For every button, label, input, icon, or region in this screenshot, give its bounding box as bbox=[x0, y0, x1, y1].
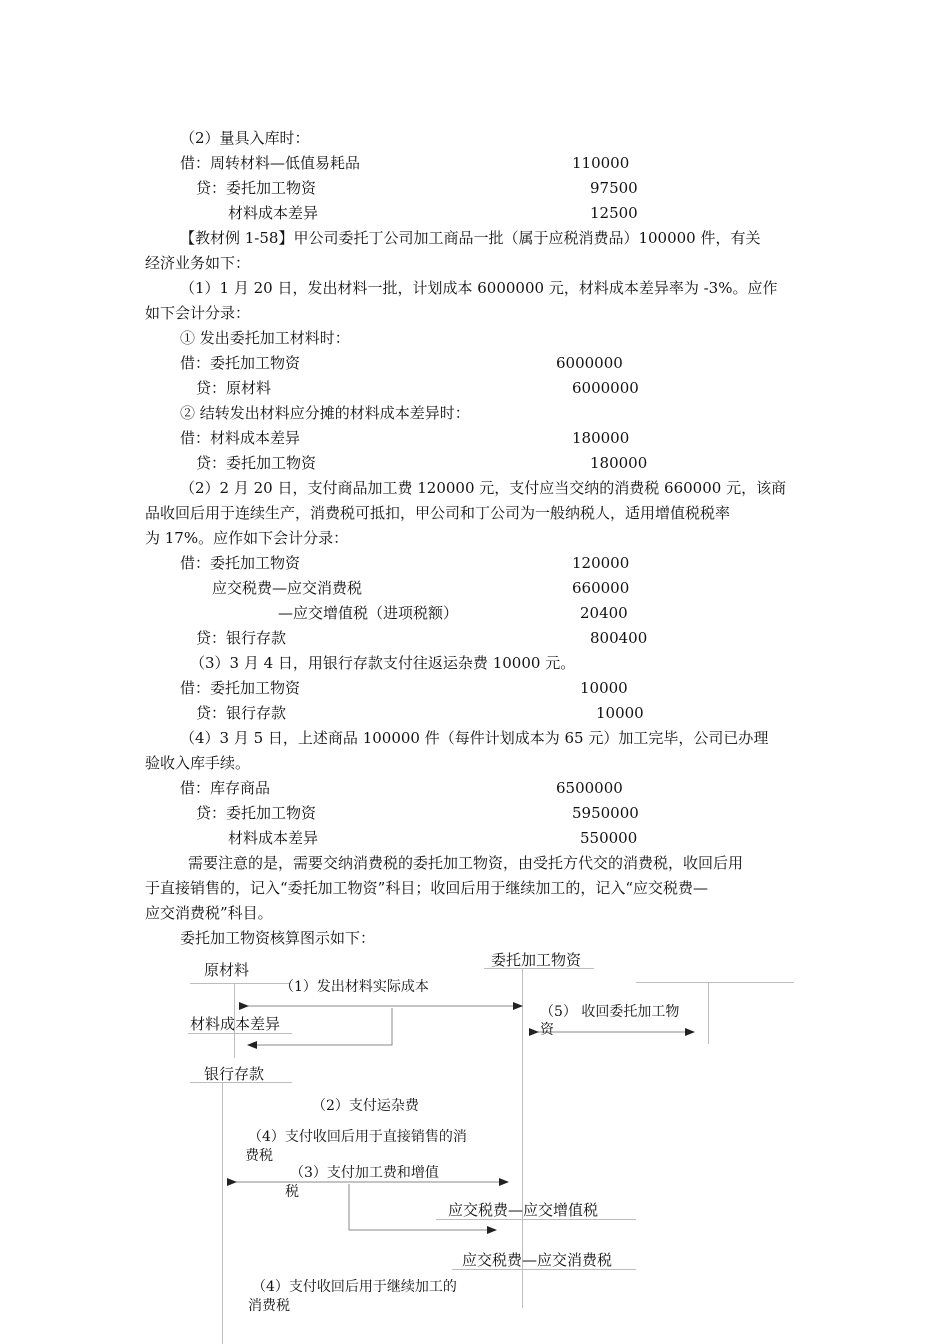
label-recover: （5） 收回委托加工物 bbox=[540, 1004, 680, 1020]
entry-account: 材料成本差异 bbox=[228, 204, 319, 222]
entry-amount: 12500 bbox=[590, 204, 638, 222]
text-line: （1）1 月 20 日，发出材料一批，计划成本 6000000 元，材料成本差异率为 -3%。应作 bbox=[180, 279, 778, 297]
label-recover-cont: 资 bbox=[540, 1022, 554, 1038]
entry-amount: 800400 bbox=[590, 629, 648, 647]
entry-amount: 5950000 bbox=[572, 804, 639, 822]
entry-amount: 10000 bbox=[580, 679, 628, 697]
entry-account: 材料成本差异 bbox=[228, 829, 319, 847]
entry-amount: 6000000 bbox=[572, 379, 639, 397]
entry-account: 贷：原材料 bbox=[196, 379, 272, 397]
entry-account: 借：材料成本差异 bbox=[180, 429, 301, 447]
label-direct-sale-tax-cont: 费税 bbox=[245, 1148, 273, 1164]
account-variance: 材料成本差异 bbox=[190, 1015, 281, 1033]
entry-account: 贷：银行存款 bbox=[196, 704, 287, 722]
entry-amount: 20400 bbox=[580, 604, 628, 622]
entry-account: 贷：委托加工物资 bbox=[196, 804, 317, 822]
entry-amount: 180000 bbox=[572, 429, 630, 447]
account-vat: 应交税费—应交增值税 bbox=[448, 1201, 599, 1219]
account-raw-material: 原材料 bbox=[204, 961, 250, 979]
entry-account: 借：委托加工物资 bbox=[180, 679, 301, 697]
text-line: （3）3 月 4 日，用银行存款支付往返运杂费 10000 元。 bbox=[190, 654, 576, 672]
text-line: （4）3 月 5 日，上述商品 100000 件（每件计划成本为 65 元）加工完毕，公司已办理 bbox=[180, 729, 769, 747]
entry-account: 贷：委托加工物资 bbox=[196, 454, 317, 472]
text-line: 【教材例 1-58】甲公司委托丁公司加工商品一批（属于应税消费品）100000 件，有关 bbox=[180, 229, 761, 247]
text-line: 品收回后用于连续生产，消费税可抵扣，甲公司和丁公司为一般纳税人，适用增值税税率 bbox=[145, 504, 731, 522]
entry-account: —应交增值税（进项税额） bbox=[278, 604, 459, 622]
text-line: （2）量具入库时： bbox=[180, 129, 310, 147]
label-issue-materials: （1）发出材料实际成本 bbox=[280, 979, 429, 995]
entry-account: 应交税费—应交消费税 bbox=[212, 579, 363, 597]
entry-amount: 6000000 bbox=[556, 354, 623, 372]
entry-amount: 110000 bbox=[572, 154, 630, 172]
text-line: 经济业务如下： bbox=[145, 254, 251, 272]
text-line: 于直接销售的，记入“委托加工物资”科目；收回后用于继续加工的，记入“应交税费— bbox=[145, 879, 709, 897]
text-line: 验收入库手续。 bbox=[145, 754, 251, 772]
entry-amount: 10000 bbox=[596, 704, 644, 722]
account-consumption: 应交税费—应交消费税 bbox=[462, 1251, 613, 1269]
text-line: 委托加工物资核算图示如下： bbox=[180, 929, 376, 947]
text-line: ① 发出委托加工材料时： bbox=[180, 329, 350, 347]
entry-amount: 6500000 bbox=[556, 779, 623, 797]
label-direct-sale-tax: （4）支付收回后用于直接销售的消 bbox=[248, 1129, 467, 1145]
entry-account: 借：委托加工物资 bbox=[180, 354, 301, 372]
label-further-processing-tax: （4）支付收回后用于继续加工的 bbox=[252, 1279, 457, 1295]
text-line: 需要注意的是，需要交纳消费税的委托加工物资，由受托方代交的消费税，收回后用 bbox=[188, 854, 744, 872]
entry-account: 贷：银行存款 bbox=[196, 629, 287, 647]
entry-amount: 97500 bbox=[590, 179, 638, 197]
label-freight: （2）支付运杂费 bbox=[312, 1098, 419, 1114]
entry-account: 借：委托加工物资 bbox=[180, 554, 301, 572]
entry-amount: 550000 bbox=[580, 829, 638, 847]
label-processing-fee: （3）支付加工费和增值 bbox=[290, 1165, 439, 1181]
entry-amount: 120000 bbox=[572, 554, 630, 572]
account-bank: 银行存款 bbox=[204, 1065, 265, 1083]
text-line: 为 17%。应作如下会计分录： bbox=[145, 529, 349, 547]
entry-account: 借：库存商品 bbox=[180, 779, 271, 797]
text-line: （2）2 月 20 日，支付商品加工费 120000 元，支付应当交纳的消费税 660000 元，该商 bbox=[180, 479, 787, 497]
text-line: 应交消费税”科目。 bbox=[145, 904, 273, 922]
text-line: ② 结转发出材料应分摊的材料成本差异时： bbox=[180, 404, 470, 422]
label-processing-fee-cont: 税 bbox=[285, 1184, 299, 1200]
entry-account: 借：周转材料—低值易耗品 bbox=[180, 154, 361, 172]
entry-account: 贷：委托加工物资 bbox=[196, 179, 317, 197]
entry-amount: 180000 bbox=[590, 454, 648, 472]
text-line: 如下会计分录： bbox=[145, 304, 251, 322]
label-further-processing-tax-cont: 消费税 bbox=[248, 1298, 290, 1314]
entry-amount: 660000 bbox=[572, 579, 630, 597]
account-entrusted: 委托加工物资 bbox=[491, 951, 582, 969]
